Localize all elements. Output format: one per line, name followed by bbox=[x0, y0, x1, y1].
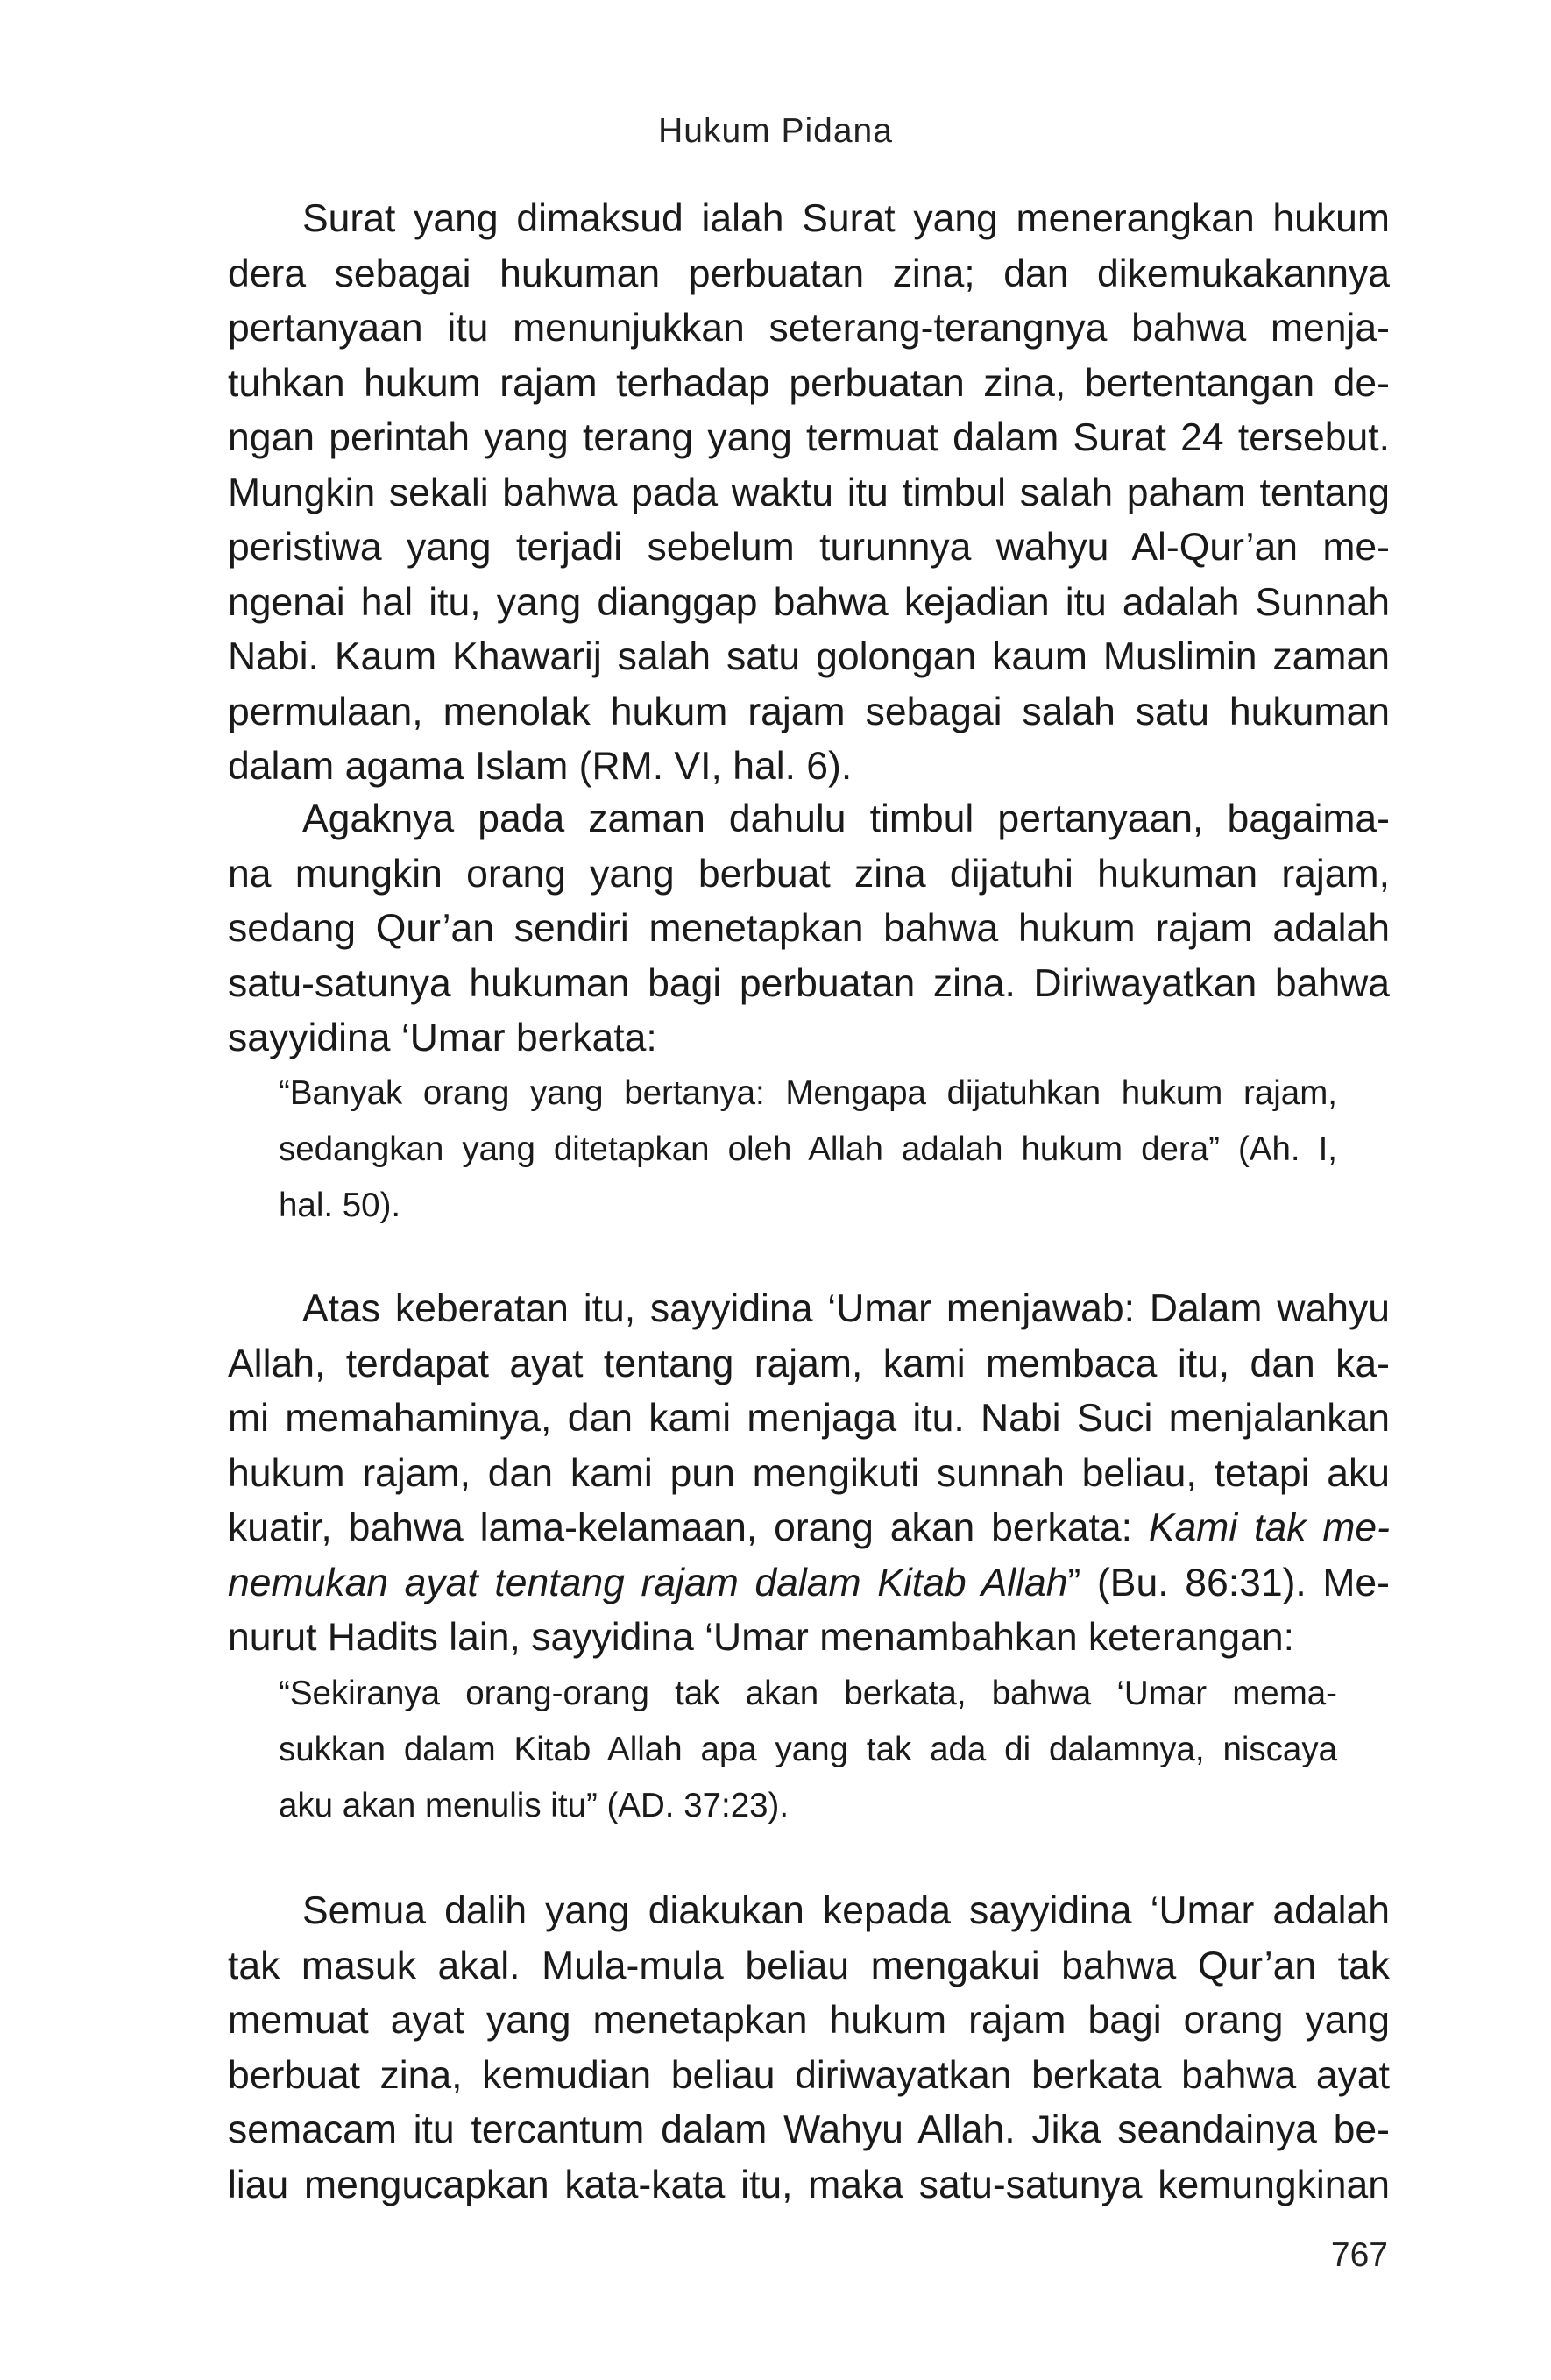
text-line: sedang Qur’an sendiri menetapkan bahwa hukum rajam adalah bbox=[228, 907, 1390, 950]
paragraph-4 bbox=[228, 1884, 1390, 2213]
text-line: Mungkin sekali bahwa pada waktu itu timbul salah paham tentang bbox=[228, 471, 1390, 514]
text-line: hukum rajam, dan kami pun mengikuti sunnah beliau, tetapi aku bbox=[228, 1451, 1390, 1495]
quote-line: sedangkan yang ditetapkan oleh Allah adalah hukum dera” (Ah. I, bbox=[279, 1130, 1337, 1168]
text-line: na mungkin orang yang berbuat zina dijatuhi hukuman rajam, bbox=[228, 852, 1390, 896]
text-line: memuat ayat yang menetapkan hukum rajam bagi orang yang bbox=[228, 1999, 1390, 2042]
text-line: Surat yang dimaksud ialah Surat yang menerangkan hukum bbox=[302, 197, 1390, 240]
block-quote-2 bbox=[279, 1666, 1337, 1834]
text-line: dalam agama Islam (RM. VI, hal. 6). bbox=[228, 745, 853, 788]
quote-line: aku akan menulis itu” (AD. 37:23). bbox=[279, 1787, 790, 1824]
block-quote-1 bbox=[279, 1066, 1337, 1234]
text-line: peristiwa yang terjadi sebelum turunnya wahyu Al-Qur’an me- bbox=[228, 526, 1390, 569]
text-line: tak masuk akal. Mula-mula beliau mengakui bahwa Qur’an tak bbox=[228, 1944, 1390, 1987]
quote-line: hal. 50). bbox=[279, 1186, 401, 1224]
text-run: kuatir, bahwa lama-kelamaan, orang akan berkata: bbox=[228, 1506, 1149, 1549]
text-line: satu-satunya hukuman bagi perbuatan zina. Diriwayatkan bahwa bbox=[228, 961, 1390, 1005]
text-line bbox=[228, 1556, 1390, 1611]
text-line: pertanyaan itu menunjukkan seterang-terangnya bahwa menja- bbox=[228, 307, 1390, 350]
text-line: permulaan, menolak hukum rajam sebagai salah satu hukuman bbox=[228, 690, 1390, 733]
page-number: 767 bbox=[1330, 2236, 1388, 2274]
italic-quote-run: nemukan ayat tentang rajam dalam Kitab Allah bbox=[228, 1561, 1068, 1604]
text-line bbox=[228, 1501, 1390, 1556]
text-line: Agaknya pada zaman dahulu timbul pertanyaan, bagaima- bbox=[302, 797, 1390, 840]
text-run: ” (Bu. 86:31). Me- bbox=[1067, 1561, 1391, 1604]
text-line: mi memahaminya, dan kami menjaga itu. Nabi Suci menjalankan bbox=[228, 1397, 1390, 1440]
text-line: tuhkan hukum rajam terhadap perbuatan zina, bertentangan de- bbox=[228, 361, 1390, 405]
text-line: liau mengucapkan kata-kata itu, maka satu-satunya kemungkinan bbox=[228, 2163, 1390, 2206]
quote-line: sukkan dalam Kitab Allah apa yang tak ada di dalamnya, niscaya bbox=[279, 1731, 1337, 1768]
paragraph-1 bbox=[228, 192, 1390, 795]
text-line: nurut Hadits lain, sayyidina ‘Umar menambahkan keterangan: bbox=[228, 1616, 1294, 1659]
text-line: ngan perintah yang terang yang termuat dalam Surat 24 tersebut. bbox=[228, 416, 1390, 459]
text-line: dera sebagai hukuman perbuatan zina; dan dikemukakannya bbox=[228, 251, 1390, 295]
running-header-title: Hukum Pidana bbox=[658, 112, 893, 150]
text-line: semacam itu tercantum dalam Wahyu Allah. Jika seandainya be- bbox=[228, 2108, 1390, 2151]
text-line: berbuat zina, kemudian beliau diriwayatkan berkata bahwa ayat bbox=[228, 2053, 1390, 2097]
text-line: ngenai hal itu, yang dianggap bahwa kejadian itu adalah Sunnah bbox=[228, 580, 1390, 624]
text-line: Atas keberatan itu, sayyidina ‘Umar menjawab: Dalam wahyu bbox=[302, 1287, 1390, 1330]
paragraph-3 bbox=[228, 1282, 1390, 1666]
italic-quote-run: Kami tak me- bbox=[1148, 1506, 1390, 1549]
text-line: Semua dalih yang diakukan kepada sayyidina ‘Umar adalah bbox=[302, 1889, 1390, 1932]
text-line: sayyidina ‘Umar berkata: bbox=[228, 1016, 657, 1059]
text-line: Allah, terdapat ayat tentang rajam, kami membaca itu, dan ka- bbox=[228, 1342, 1390, 1385]
quote-line: “Sekiranya orang-orang tak akan berkata, bahwa ‘Umar mema- bbox=[279, 1675, 1337, 1712]
text-line: Nabi. Kaum Khawarij salah satu golongan kaum Muslimin zaman bbox=[228, 635, 1390, 678]
paragraph-2 bbox=[228, 792, 1390, 1066]
quote-line: “Banyak orang yang bertanya: Mengapa dijatuhkan hukum rajam, bbox=[279, 1074, 1337, 1112]
